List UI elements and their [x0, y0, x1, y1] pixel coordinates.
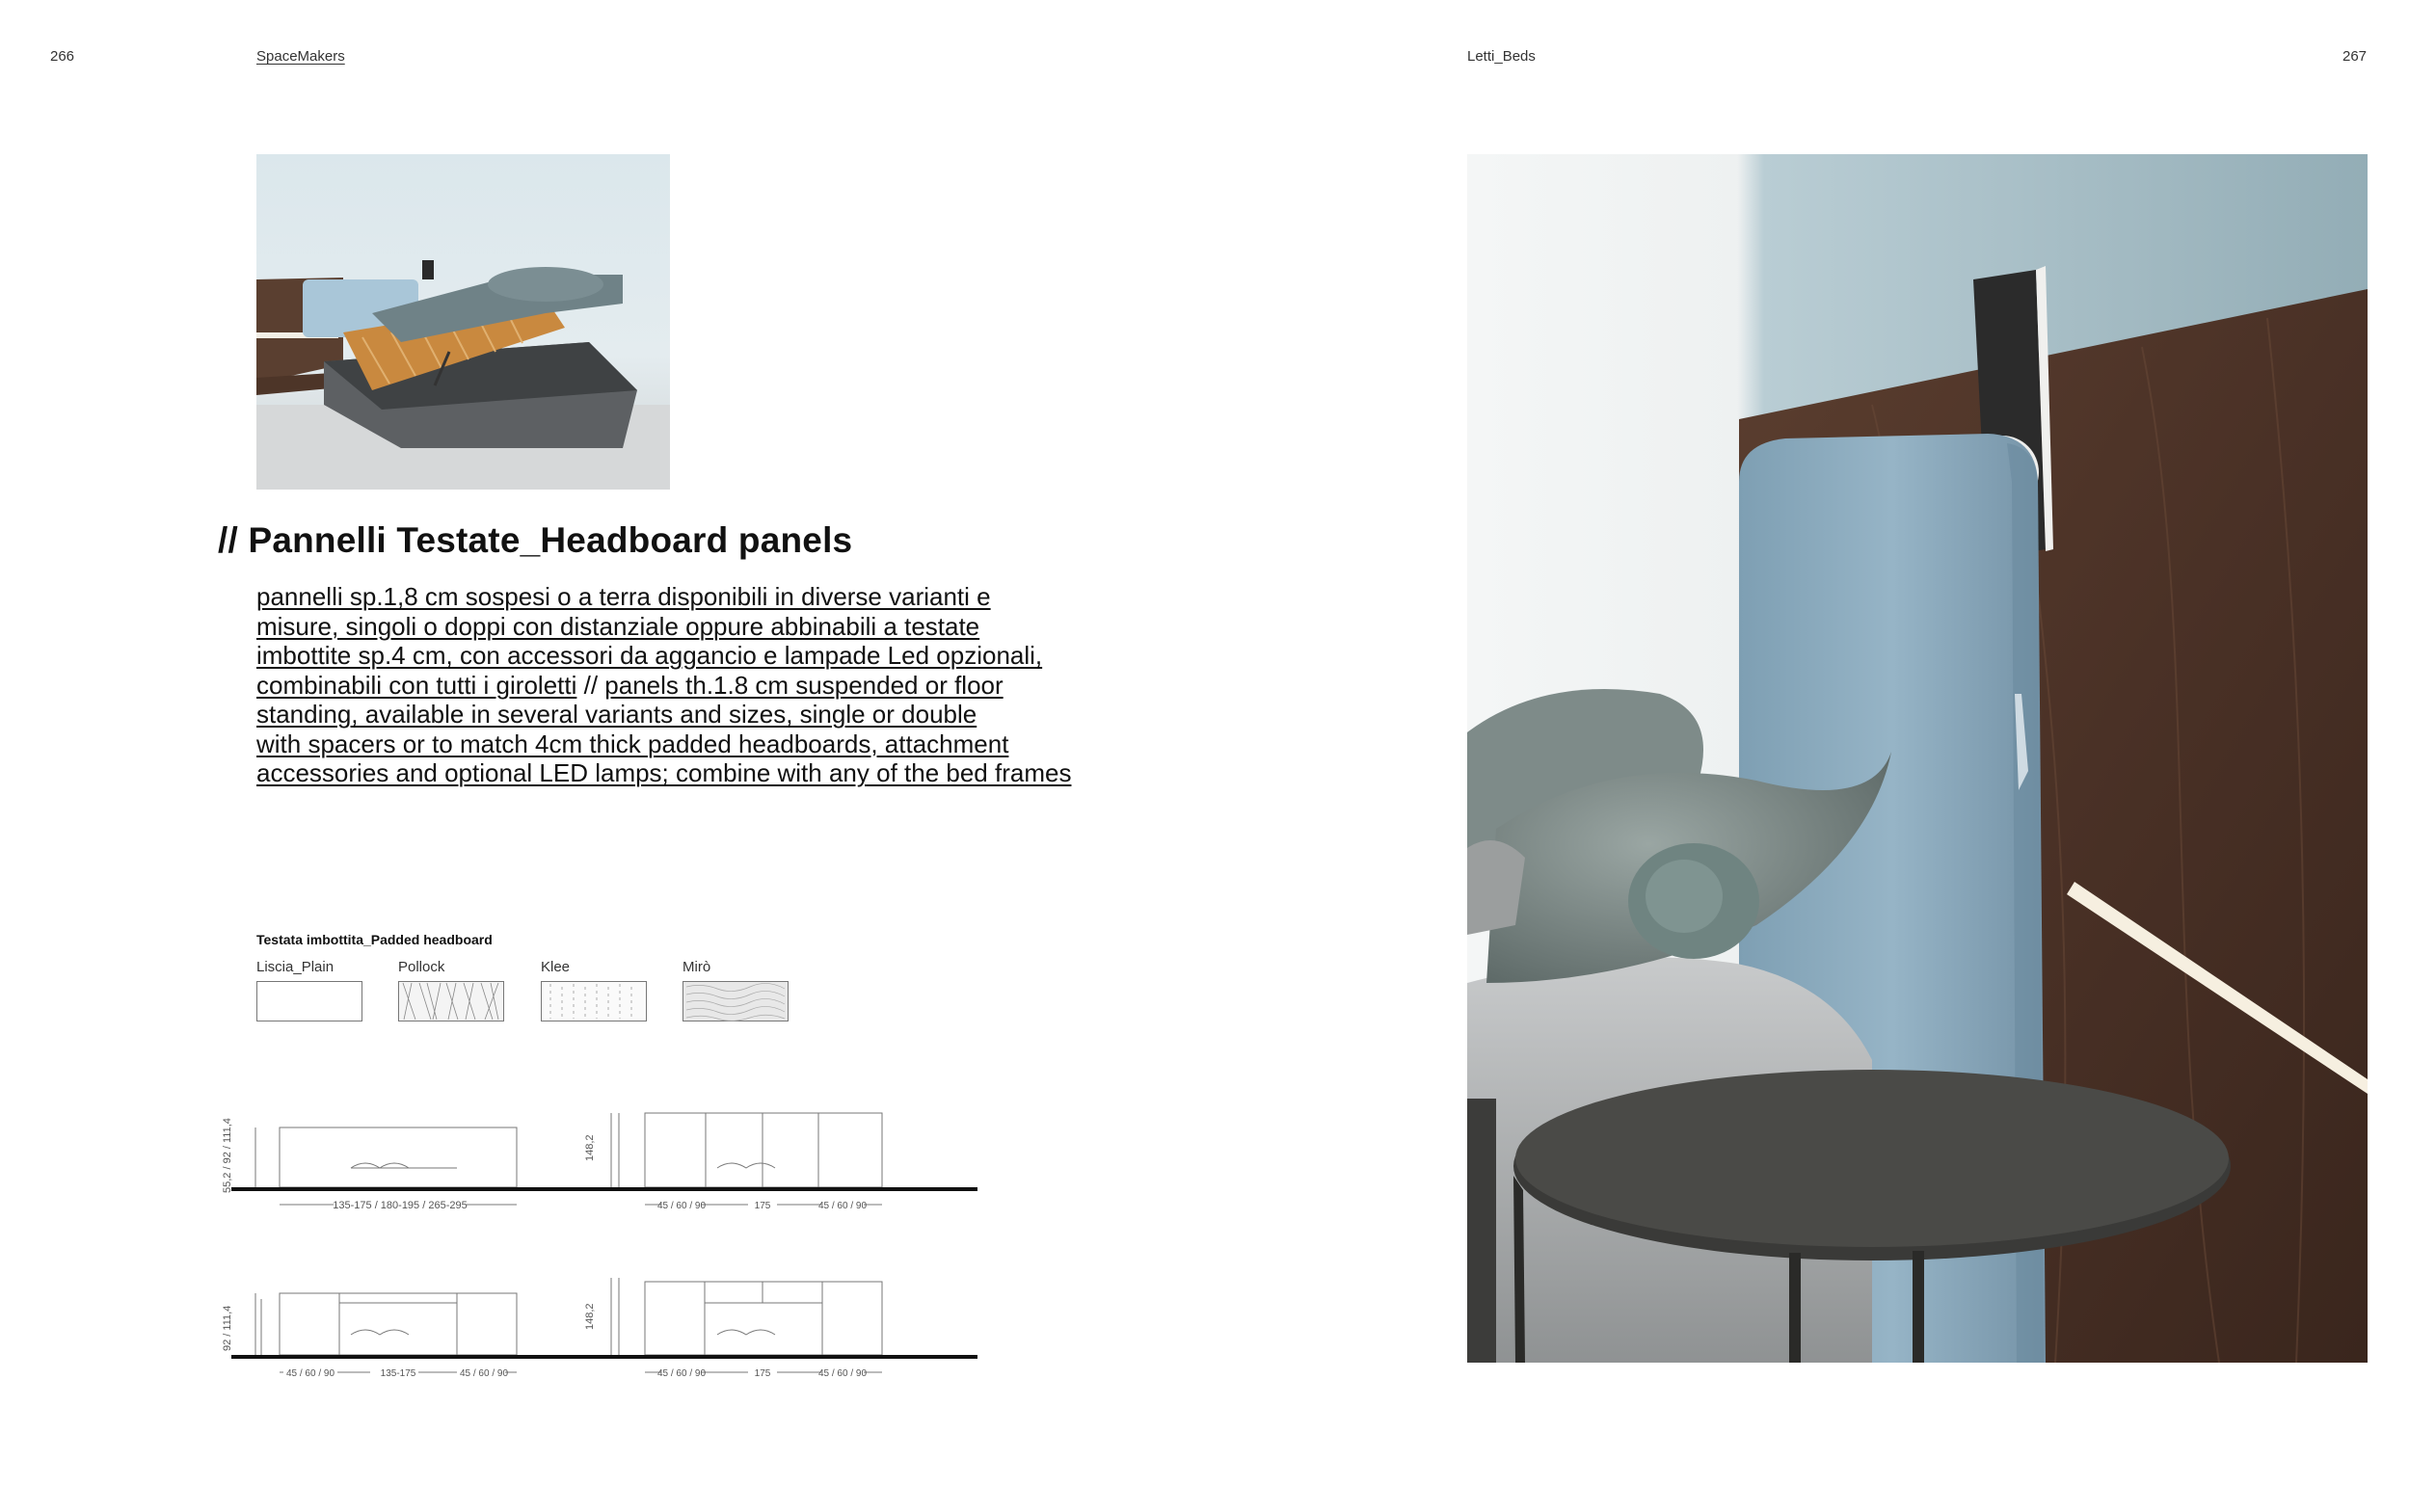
center-width-label: 175 — [754, 1368, 771, 1379]
height-label: 92 / 111,4 — [222, 1305, 233, 1351]
miro-texture-icon — [683, 981, 789, 1021]
description-line: pannelli sp.1,8 cm sospesi o a terra disponibili in diverse varianti e — [256, 582, 991, 611]
description-line: combinabili con tutti i giroletti // panels th.1.8 cm suspended or floor — [256, 670, 1004, 700]
pollock-texture-icon — [398, 981, 504, 1021]
height-label: 55,2 / 92 / 111,4 — [222, 1118, 233, 1193]
description-line: imbottite sp.4 cm, con accessori da aggancio e lampade Led opzionali, — [256, 641, 1043, 670]
page-number-left: 266 — [50, 48, 75, 65]
side-width-label: 45 / 60 / 90 — [656, 1201, 707, 1211]
description — [256, 582, 1124, 788]
finish-swatch-miro[interactable] — [683, 959, 789, 1021]
description-line: with spacers or to match 4cm thick padded headboards, attachment — [256, 729, 1009, 758]
finish-swatch-klee[interactable] — [541, 959, 647, 1021]
floor-line — [231, 1355, 977, 1359]
storage-bed-photo — [256, 154, 670, 490]
language-separator: // — [576, 670, 605, 700]
side-width-label: 45 / 60 / 90 — [817, 1368, 868, 1379]
headboard-detail-photo — [1467, 154, 2368, 1363]
center-width-label: 175 — [754, 1201, 771, 1211]
description-line: standing, available in several variants and sizes, single or double — [256, 700, 977, 729]
side-width-label: 45 / 60 / 90 — [656, 1368, 707, 1379]
finish-label: Klee — [541, 959, 571, 975]
side-width-label: 45 / 60 / 90 — [285, 1368, 335, 1379]
finish-label: Pollock — [398, 959, 445, 975]
finishes-title: Testata imbottita_Padded headboard — [256, 932, 493, 947]
height-label: 148,2 — [584, 1134, 596, 1161]
finish-label: Liscia_Plain — [256, 959, 335, 975]
section-title: // Pannelli Testate_Headboard panels — [218, 520, 853, 560]
dimension-drawings — [216, 1099, 987, 1388]
klee-texture-icon — [541, 981, 647, 1021]
floor-line — [231, 1187, 977, 1191]
description-line: accessories and optional LED lamps; combine with any of the bed frames — [256, 758, 1072, 787]
side-width-label: 45 / 60 / 90 — [459, 1368, 509, 1379]
finish-swatch-pollock[interactable] — [398, 959, 504, 1021]
center-width-label: 135-175 — [380, 1368, 416, 1379]
width-label: 135-175 / 180-195 / 265-295 — [333, 1200, 468, 1211]
finish-label: Mirò — [683, 959, 711, 975]
page-number-right: 267 — [2342, 48, 2368, 65]
section-label: Letti_Beds — [1467, 48, 1536, 65]
description-line: misure, singoli o doppi con distanziale oppure abbinabili a testate — [256, 611, 980, 641]
finish-swatch-plain[interactable] — [256, 959, 362, 1021]
height-label: 148,2 — [584, 1303, 596, 1330]
side-width-label: 45 / 60 / 90 — [817, 1201, 868, 1211]
brand-link[interactable]: SpaceMakers — [256, 48, 345, 65]
plain-texture-icon — [256, 981, 362, 1021]
